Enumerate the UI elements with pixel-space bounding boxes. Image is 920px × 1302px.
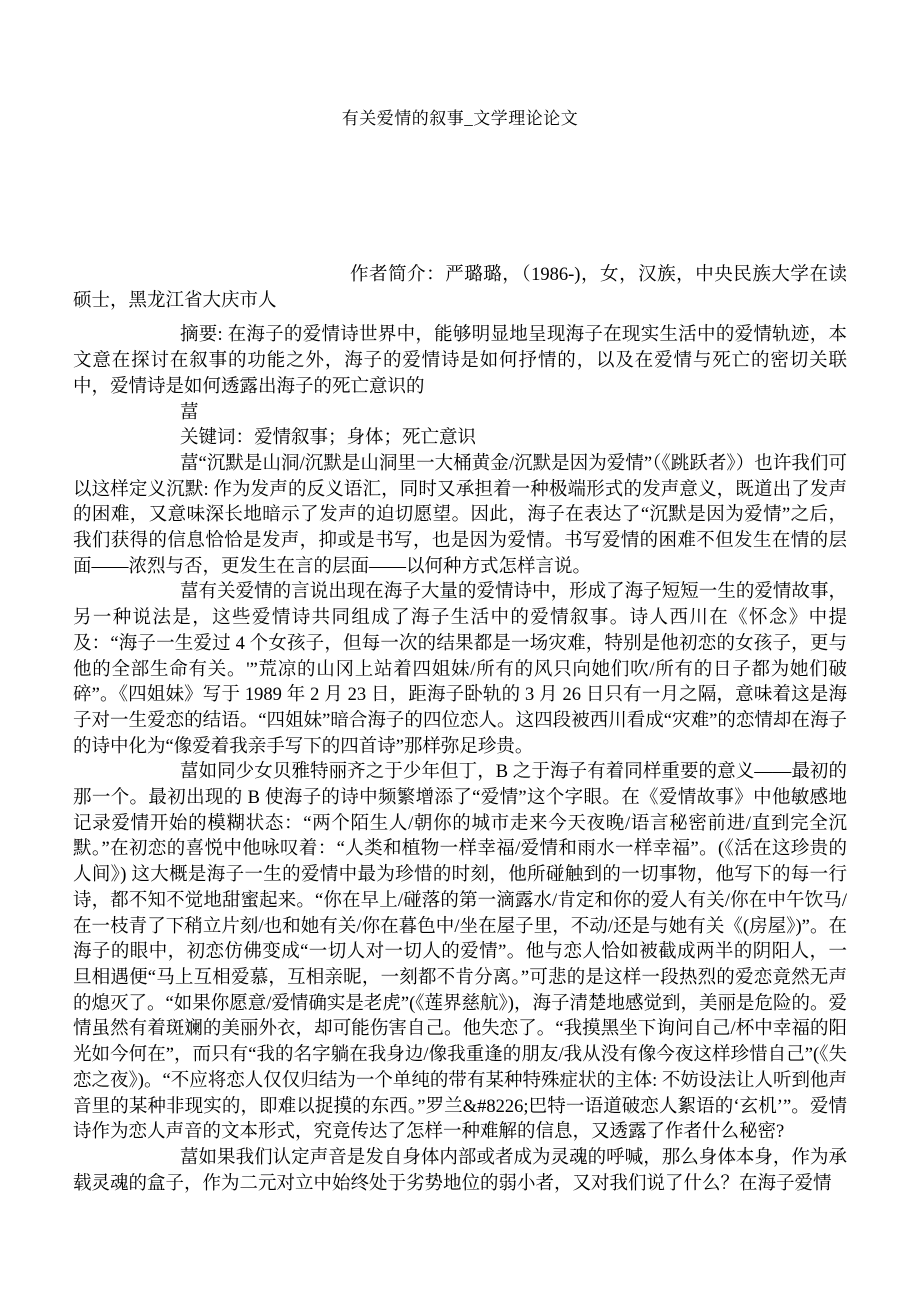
- separator-glyph: 葍: [180, 402, 199, 423]
- document-body: [73, 263, 847, 1197]
- keywords-paragraph: 关键词：爱情叙事；身体；死亡意识: [180, 428, 477, 449]
- body-paragraph-3: 葍如同少女贝雅特丽齐之于少年但丁，B 之于海子有着同样重要的意义——最初的那一个。最初出现的 B 使海子的诗中频繁增添了“爱情”这个字眼。在《爱情故事》中他敏感地记录爱情开始的模糊状态：“两个陌生人/朝你的城市走来今天夜晚/语言秘密前进/直到完全沉默。”在初恋的喜悦中他咏叹着：“人类和植物一样幸福/爱情和雨水一样幸福”。(《活在这珍贵的人间》) 这大概是海子一生的爱情中最为珍惜的时刻，他所碰触到的一切事物，他写下的每一行诗，都不知不觉地甜蜜起来。“你在早上/碰落的第一滴露水/肯定和你的爱人有关/你在中午饮马/在一枝青了下稍立片刻/也和她有关/你在暮色中/坐在屋子里，不动/还是与她有关《(房屋》)”。在海子的眼中，初恋仿佛变成“一切人对一切人的爱情”。他与恋人恰如被截成两半的阴阳人，一旦相遇便“马上互相爱慕，互相亲昵，一刻都不肯分离。”可悲的是这样一段热烈的爱恋竟然无声的熄灭了。“如果你愿意/爱情确实是老虎”(《莲界慈航》)，海子清楚地感觉到，美丽是危险的。爱情虽然有着斑斓的美丽外衣，却可能伤害自己。他失恋了。“我摸黑坐下询问自己/杯中幸福的阳光如今何在”，而只有“我的名字躺在我身边/像我重逢的朋友/我从没有像今夜这样珍惜自己”(《失恋之夜》)。“不应将恋人仅仅归结为一个单纯的带有某种特殊症状的主体: 不妨设法让人听到他声音里的某种非现实的，即难以捉摸的东西。”罗兰&#8226;巴特一语道破恋人絮语的‘玄机’”。爱情诗作为恋人声音的文本形式，究竟传达了怎样一种难解的信息，又透露了作者什么秘密?: [73, 762, 847, 1143]
- document-title: 有关爱情的叙事_文学理论论文: [341, 109, 579, 128]
- abstract-paragraph: 摘要: 在海子的爱情诗世界中，能够明显地呈现海子在现实生活中的爱情轨迹，本文意在探讨在叙事的功能之外，海子的爱情诗是如何抒情的，以及在爱情与死亡的密切关联中，爱情诗是如何透露出海子的死亡意识的: [73, 325, 847, 397]
- body-paragraph-4: 葍如果我们认定声音是发自身体内部或者成为灵魂的呼喊，那么身体本身，作为承载灵魂的盒子，作为二元对立中始终处于劣势地位的弱小者，又对我们说了什么？在海子爱情: [73, 1147, 847, 1194]
- body-paragraph-1: 葍“沉默是山洞/沉默是山洞里一大桶黄金/沉默是因为爱情”（《跳跃者》）也许我们可以这样定义沉默: 作为发声的反义语汇，同时又承担着一种极端形式的发声意义，既道出了发声的困难，又意味深长地暗示了发声的迫切愿望。因此，海子在表达了“沉默是因为爱情”之后，我们获得的信息恰恰是发声，抑或是书写，也是因为爱情。书写爱情的困难不但发生在情的层面——浓烈与否，更发生在言的层面——以何种方式怎样言说。: [73, 453, 847, 577]
- body-paragraph-2: 葍有关爱情的言说出现在海子大量的爱情诗中，形成了海子短短一生的爱情故事，另一种说法是，这些爱情诗共同组成了海子生活中的爱情叙事。诗人西川在《怀念》中提及：“海子一生爱过 4 个女孩子，但每一次的结果都是一场灾难，特别是他初恋的女孩子，更与他的全部生命有关。'”荒凉的山冈上站着四姐妹/所有的风只向她们吹/所有的日子都为她们破碎”。《四姐妹》写于 1989 年 2 月 23 日，距海子卧轨的 3 月 26 日只有一月之隔，意味着这是海子对一生爱恋的结语。“四姐妹”暗合海子的四位恋人。这四段被西川看成“灾难”的恋情却在海子的诗中化为“像爱着我亲手写下的四首诗”那样弥足珍贵。: [73, 582, 847, 757]
- author-info-paragraph: 作者简介：严璐璐，（1986-)，女，汉族，中央民族大学在读硕士，黑龙江省大庆市人: [73, 265, 847, 311]
